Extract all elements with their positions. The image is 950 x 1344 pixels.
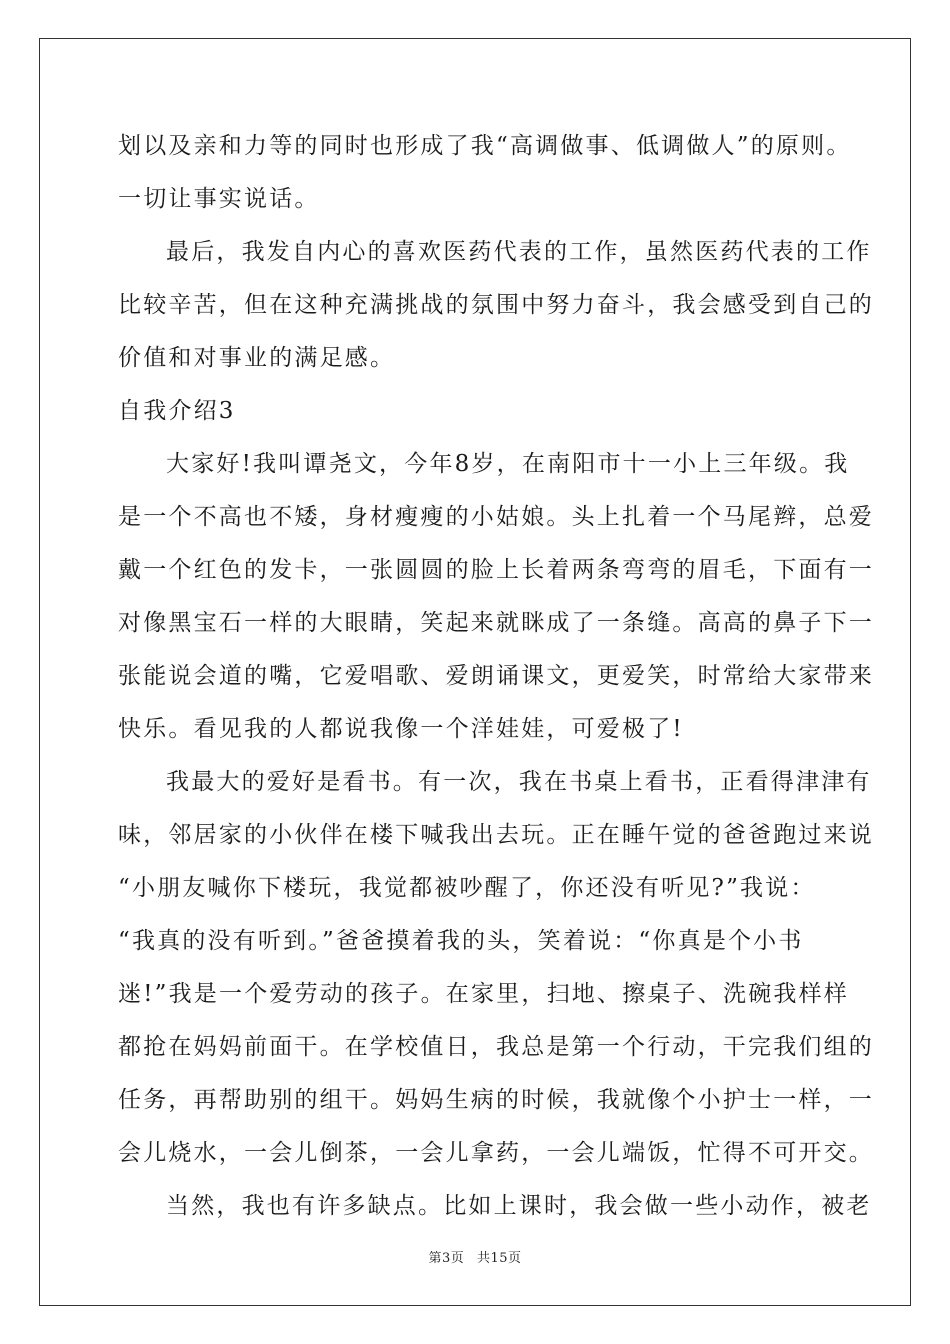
text-line: 迷!”我是一个爱劳动的孩子。在家里，扫地、擦桌子、洗碗我样样	[118, 981, 850, 1007]
page-footer	[0, 1247, 950, 1266]
text-line: 价值和对事业的满足感。	[118, 345, 396, 371]
text-line: 比较辛苦，但在这种充满挑战的氛围中努力奋斗，我会感受到自己的	[118, 292, 874, 318]
text-line: “我真的没有听到。”爸爸摸着我的头，笑着说：“你真是个小书	[118, 928, 804, 954]
paragraph-start: 当然，我也有许多缺点。比如上课时，我会做一些小动作，被老	[166, 1193, 872, 1219]
text-line: 任务，再帮助别的组干。妈妈生病的时候，我就像个小护士一样，一	[118, 1087, 874, 1113]
text-line: 划以及亲和力等的同时也形成了我“高调做事、低调做人”的原则。	[118, 133, 852, 159]
page-total: 共15页	[476, 1251, 522, 1266]
document-body	[118, 120, 874, 1233]
paragraph-start: 最后，我发自内心的喜欢医药代表的工作，虽然医药代表的工作	[166, 239, 872, 265]
text-line: 味，邻居家的小伙伴在楼下喊我出去玩。正在睡午觉的爸爸跑过来说	[118, 822, 874, 848]
section-heading: 自我介绍3	[118, 398, 236, 424]
text-line: 张能说会道的嘴，它爱唱歌、爱朗诵课文，更爱笑，时常给大家带来	[118, 663, 874, 689]
text-line: 一切让事实说话。	[118, 186, 320, 212]
text-line: 对像黑宝石一样的大眼睛，笑起来就眯成了一条缝。高高的鼻子下一	[118, 610, 874, 636]
text-line: 戴一个红色的发卡，一张圆圆的脸上长着两条弯弯的眉毛，下面有一	[118, 557, 874, 583]
paragraph-start: 我最大的爱好是看书。有一次，我在书桌上看书，正看得津津有	[166, 769, 872, 795]
text-line: 是一个不高也不矮，身材瘦瘦的小姑娘。头上扎着一个马尾辫，总爱	[118, 504, 874, 530]
text-line: 会儿烧水，一会儿倒茶，一会儿拿药，一会儿端饭，忙得不可开交。	[118, 1140, 874, 1166]
text-line: 都抢在妈妈前面干。在学校值日，我总是第一个行动，干完我们组的	[118, 1034, 874, 1060]
paragraph-start: 大家好!我叫谭尧文，今年8岁，在南阳市十一小上三年级。我	[166, 451, 850, 477]
page-number: 第3页	[428, 1251, 465, 1266]
text-line: 快乐。看见我的人都说我像一个洋娃娃，可爱极了!	[118, 716, 684, 742]
text-line: “小朋友喊你下楼玩，我觉都被吵醒了，你还没有听见?”我说：	[118, 875, 816, 901]
